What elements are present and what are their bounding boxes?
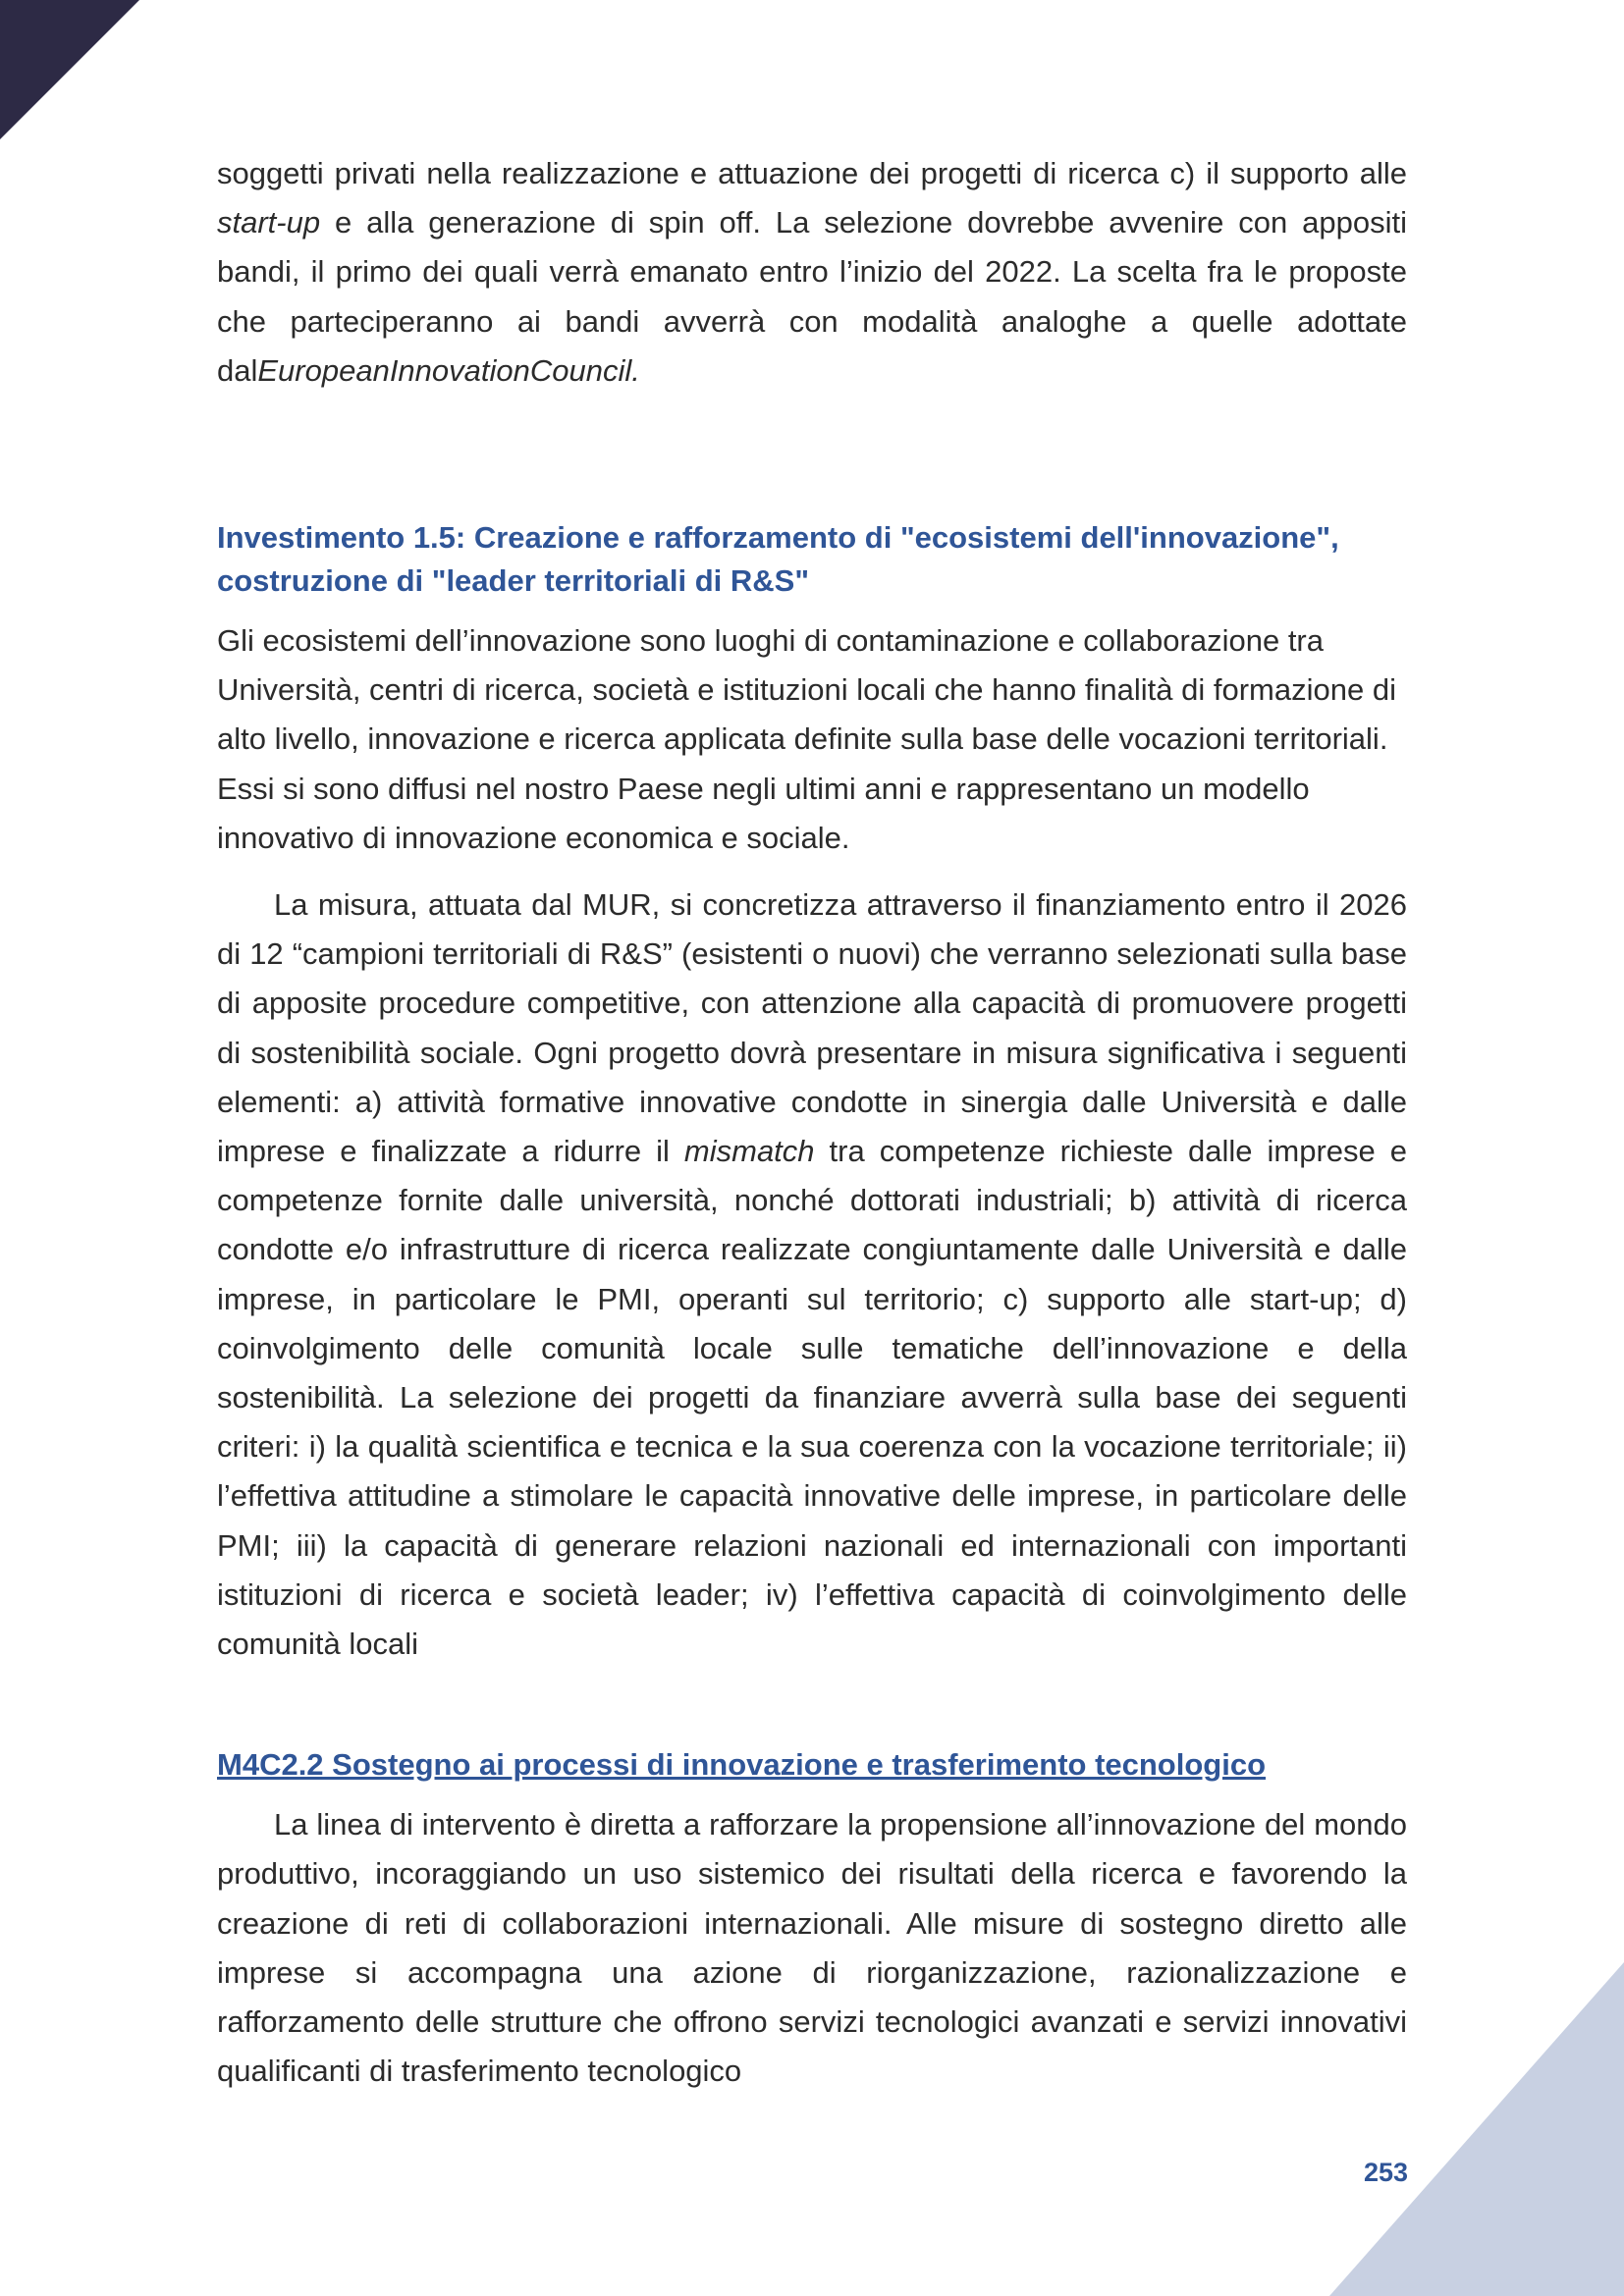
section-heading-m4c2-2: M4C2.2 Sostegno ai processi di innovazione e trasferimento tecnologico	[217, 1747, 1267, 1783]
ecosystems-paragraph: Gli ecosistemi dell’innovazione sono luoghi di contaminazione e collaborazione tra Università, centri di ricerca, società e istituzioni locali che hanno finalità di formazione di alto livello, innovazione e ricerca applicata definite sulla base delle vocazioni territoriali. Essi si sono diffusi nel nostro Paese negli ultimi anni e rappresentano un modello innovativo di innovazione economica e sociale.	[217, 623, 1396, 855]
italic-term-startup: start-up	[217, 205, 321, 240]
intervention-paragraph: La linea di intervento è diretta a rafforzare la propensione all’innovazione del mondo produttivo, incoraggiando un uso sistemico dei risultati della ricerca e favorendo la creazione di reti di collaborazioni internazionali. Alle misure di sostegno diretto alle imprese si accompagna una azione di riorganizzazione, razionalizzazione e rafforzamento delle strutture che offrono servizi tecnologici avanzati e servizi innovativi qualificanti di trasferimento tecnologico	[217, 1807, 1407, 2089]
page-content	[217, 149, 1407, 2097]
measure-paragraph: La misura, attuata dal MUR, si concretizza attraverso il finanziamento entro il 2026 di 12 “campioni territoriali di R&S” (esistenti o nuovi) che verranno selezionati sulla base di apposite procedure competitive, con attenzione alla capacità di promuovere progetti di sostenibilità sociale. Ogni progetto dovrà presentare in misura significativa i seguenti elementi: a) attività formative innovative condotte in sinergia dalle Università e dalle imprese e finalizzate a ridurre il mismatch tra competenze richieste dalle imprese e competenze fornite dalle università, nonché dottorati industriali; b) attività di ricerca condotte e/o infrastrutture di ricerca realizzate congiuntamente dalle Università e dalle imprese, in particolare le PMI, operanti sul territorio; c) supporto alle start-up; d) coinvolgimento delle comunità locale sulle tematiche dell’innovazione e della sostenibilità. La selezione dei progetti da finanziare avverrà sulla base dei seguenti criteri: i) la qualità scientifica e tecnica e la sua coerenza con la vocazione territoriale; ii) l’effettiva attitudine a stimolare le capacità innovative delle imprese, in particolare delle PMI; iii) la capacità di generare relazioni nazionali ed internazionali con importanti istituzioni di ricerca e società leader; iv) l’effettiva capacità di coinvolgimento delle comunità locali	[217, 887, 1407, 1662]
page-number: 253	[1363, 2158, 1408, 2187]
italic-term-eic: EuropeanInnovationCouncil.	[257, 352, 640, 388]
intro-paragraph: soggetti privati nella realizzazione e attuazione dei progetti di ricerca c) il supporto alle start-up e alla generazione di spin off. La selezione dovrebbe avvenire con appositi bandi, il primo dei quali verrà emanato entro l’inizio del 2022. La scelta fra le proposte che parteciperanno ai bandi avverrà con modalità analoghe a quelle adottate dalEuropeanInnovationCouncil.	[217, 156, 1407, 388]
corner-decoration-top-left	[0, 0, 139, 139]
section-heading-investment-1-5: Investimento 1.5: Creazione e rafforzamento di "ecosistemi dell'innovazione", costruzione di "leader territoriali di R&S"	[217, 520, 1339, 599]
italic-term-mismatch: mismatch	[683, 1134, 815, 1169]
